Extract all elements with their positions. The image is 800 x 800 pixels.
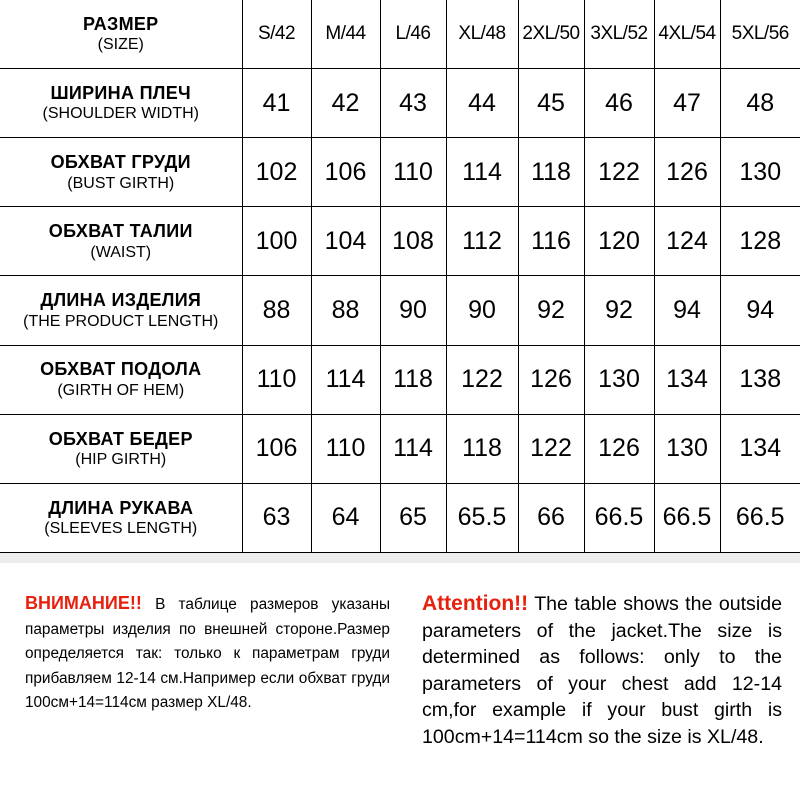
table-cell: 66.5 [720, 483, 800, 552]
table-cell: 110 [380, 138, 446, 207]
size-label-en: (SIZE) [97, 36, 144, 54]
size-column-header: S/42 [242, 0, 311, 69]
row-label-en: (BUST GIRTH) [67, 174, 175, 192]
row-label-ru: ОБХВАТ ПОДОЛА [40, 359, 202, 380]
row-label-cell [0, 345, 242, 414]
table-cell: 66.5 [654, 483, 720, 552]
table-cell: 66 [518, 483, 584, 552]
table-cell: 118 [380, 345, 446, 414]
table-cell: 41 [242, 69, 311, 138]
row-label-cell [0, 414, 242, 483]
table-cell: 114 [311, 345, 380, 414]
table-cell: 65 [380, 483, 446, 552]
table-cell: 102 [242, 138, 311, 207]
table-cell: 134 [654, 345, 720, 414]
note-russian [25, 591, 390, 716]
table-row [0, 276, 800, 345]
table-cell: 94 [654, 276, 720, 345]
table-cell: 66.5 [584, 483, 654, 552]
row-label-en: (WAIST) [90, 243, 152, 261]
size-column-header: 4XL/54 [654, 0, 720, 69]
table-cell: 130 [720, 138, 800, 207]
table-cell: 134 [720, 414, 800, 483]
size-column-header: 5XL/56 [720, 0, 800, 69]
row-label-en: (THE PRODUCT LENGTH) [23, 312, 219, 330]
note-english [422, 591, 782, 751]
table-cell: 42 [311, 69, 380, 138]
size-column-header: 3XL/52 [584, 0, 654, 69]
table-cell: 118 [518, 138, 584, 207]
table-cell: 114 [380, 414, 446, 483]
table-cell: 110 [242, 345, 311, 414]
table-cell: 104 [311, 207, 380, 276]
table-cell: 46 [584, 69, 654, 138]
attention-ru: ВНИМАНИЕ!! [25, 593, 142, 613]
row-label-en: (GIRTH OF HEM) [57, 381, 185, 399]
table-cell: 124 [654, 207, 720, 276]
table-cell: 64 [311, 483, 380, 552]
table-cell: 126 [654, 138, 720, 207]
row-label-ru: ОБХВАТ ТАЛИИ [48, 221, 193, 242]
table-cell: 122 [584, 138, 654, 207]
table-cell: 100 [242, 207, 311, 276]
table-row [0, 414, 800, 483]
row-label-cell [0, 138, 242, 207]
row-label-ru: ДЛИНА РУКАВА [48, 497, 194, 518]
note-en-text: The table shows the outside parameters of the jacket.The size is determined as follows: only to the parameters of your chest add 12-14 cm,for example if your bust girth is 100cm+14=114cm so the size is XL/48. [422, 593, 782, 748]
table-row [0, 138, 800, 207]
table-cell: 106 [311, 138, 380, 207]
table-cell: 122 [446, 345, 518, 414]
table-cell: 108 [380, 207, 446, 276]
notes-section [0, 565, 800, 800]
row-label-ru: ДЛИНА ИЗДЕЛИЯ [40, 290, 202, 311]
table-cell: 90 [446, 276, 518, 345]
table-cell: 43 [380, 69, 446, 138]
header-row [0, 0, 800, 69]
row-label-ru: ОБХВАТ БЕДЕР [48, 428, 193, 449]
table-cell: 47 [654, 69, 720, 138]
table-cell: 126 [584, 414, 654, 483]
table-cell: 48 [720, 69, 800, 138]
table-cell: 106 [242, 414, 311, 483]
row-label-cell [0, 69, 242, 138]
table-cell: 90 [380, 276, 446, 345]
table-cell: 120 [584, 207, 654, 276]
table-cell: 122 [518, 414, 584, 483]
row-label-cell [0, 207, 242, 276]
size-label-ru: РАЗМЕР [82, 13, 159, 34]
size-column-header: 2XL/50 [518, 0, 584, 69]
table-cell: 112 [446, 207, 518, 276]
table-row [0, 345, 800, 414]
table-row [0, 69, 800, 138]
table-cell: 126 [518, 345, 584, 414]
table-cell: 128 [720, 207, 800, 276]
table-cell: 116 [518, 207, 584, 276]
table-cell: 63 [242, 483, 311, 552]
table-cell: 114 [446, 138, 518, 207]
row-label-en: (HIP GIRTH) [75, 451, 167, 469]
table-cell: 92 [518, 276, 584, 345]
size-column-header: L/46 [380, 0, 446, 69]
row-label-en: (SLEEVES LENGTH) [44, 520, 198, 538]
size-header-cell [0, 0, 242, 69]
attention-en: Attention!! [422, 592, 529, 615]
table-cell: 130 [654, 414, 720, 483]
row-label-cell [0, 276, 242, 345]
table-cell: 65.5 [446, 483, 518, 552]
row-label-ru: ШИРИНА ПЛЕЧ [50, 82, 191, 103]
table-cell: 45 [518, 69, 584, 138]
table-cell: 88 [311, 276, 380, 345]
row-label-ru: ОБХВАТ ГРУДИ [50, 152, 191, 173]
table-cell: 130 [584, 345, 654, 414]
table-cell: 138 [720, 345, 800, 414]
note-ru-text: В таблице размеров указаны параметры изделия по внешней стороне.Размер определяется так: только к параметрам груди прибавляем 12-14 см.Например если обхват груди 100см+14=114см размер XL/48. [25, 596, 391, 712]
table-row [0, 483, 800, 552]
table-cell: 110 [311, 414, 380, 483]
size-column-header: M/44 [311, 0, 380, 69]
table-cell: 92 [584, 276, 654, 345]
table-cell: 94 [720, 276, 800, 345]
row-label-en: (SHOULDER WIDTH) [42, 105, 199, 123]
table-cell: 118 [446, 414, 518, 483]
table-cell: 88 [242, 276, 311, 345]
size-column-header: XL/48 [446, 0, 518, 69]
table-row [0, 207, 800, 276]
table-cell: 44 [446, 69, 518, 138]
row-label-cell [0, 483, 242, 552]
